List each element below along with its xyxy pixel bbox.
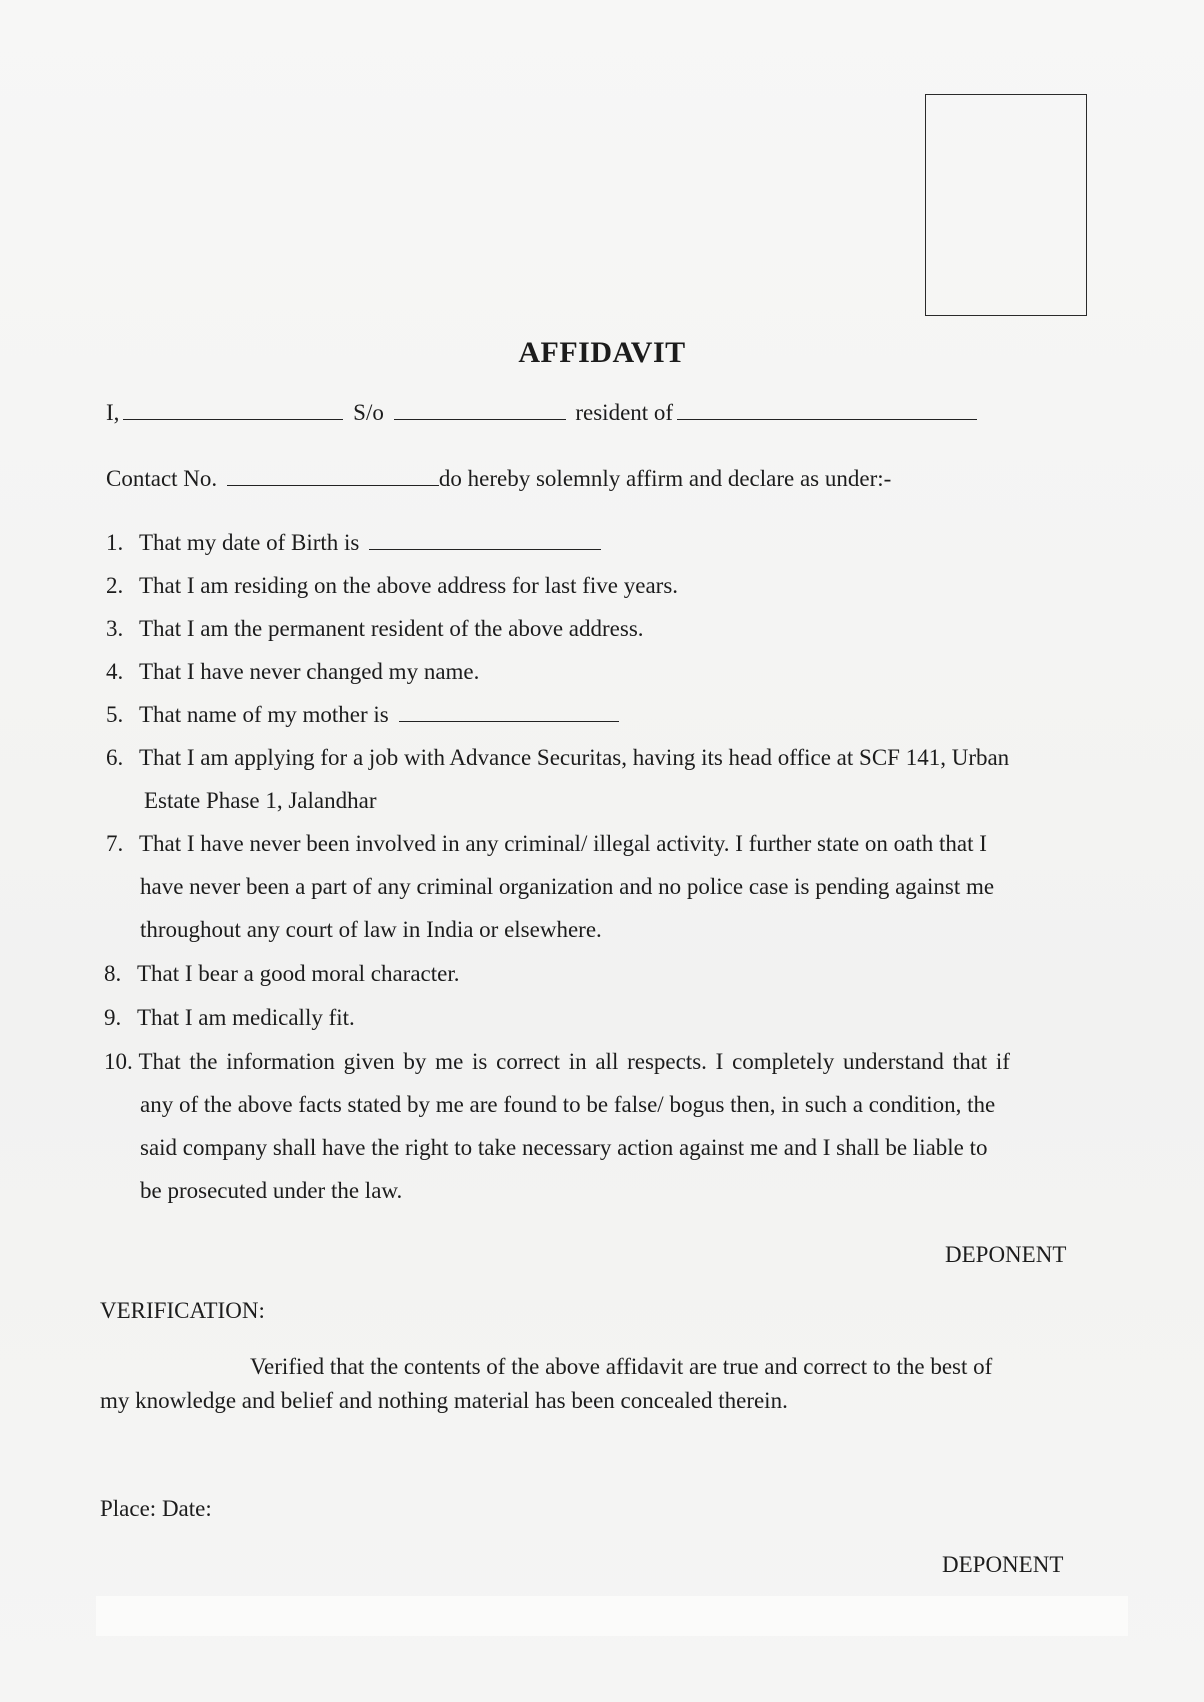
item-number: 4.: [106, 659, 124, 684]
item-number: 6.: [106, 745, 124, 770]
item-text: That the information given by me is correct in all respects. I completely understand that if: [138, 1049, 1010, 1074]
verification-heading: VERIFICATION:: [100, 1298, 265, 1323]
item-text: That I am medically fit.: [137, 1005, 355, 1030]
page-bottom-strip: [96, 1596, 1128, 1636]
list-item: [104, 1005, 355, 1031]
list-item-continuation: Estate Phase 1, Jalandhar: [144, 788, 377, 813]
list-item: [106, 573, 678, 599]
intro-i-label: I,: [106, 400, 120, 425]
verification-text-line-2: my knowledge and belief and nothing material has been concealed therein.: [100, 1388, 788, 1413]
item-text: That my date of Birth is: [139, 530, 360, 555]
item-text: That I am residing on the above address for last five years.: [139, 573, 679, 598]
list-item-continuation: be prosecuted under the law.: [140, 1178, 403, 1203]
contact-blank[interactable]: [227, 484, 439, 486]
item-number: 1.: [106, 530, 124, 555]
item-number: 8.: [104, 961, 122, 986]
list-item-continuation: throughout any court of law in India or elsewhere.: [140, 917, 602, 942]
address-blank[interactable]: [677, 418, 977, 420]
place-date-label: Place: Date:: [100, 1496, 212, 1521]
list-item: [106, 745, 1009, 771]
deponent-signature-label-2: DEPONENT: [942, 1552, 1064, 1577]
list-item: [104, 1049, 1010, 1075]
item-number: 3.: [106, 616, 124, 641]
item-number: 9.: [104, 1005, 122, 1030]
item-number: 7.: [106, 831, 124, 856]
item-text: That name of my mother is: [139, 702, 389, 727]
mother-name-blank[interactable]: [399, 720, 619, 722]
deponent-signature-label-1: DEPONENT: [945, 1242, 1067, 1267]
contact-label: Contact No.: [106, 466, 218, 491]
intro-line-1: [106, 400, 981, 426]
item-text: That I have never changed my name.: [139, 659, 480, 684]
list-item-continuation: have never been a part of any criminal organization and no police case is pending against me: [140, 874, 995, 899]
dob-blank[interactable]: [369, 548, 601, 550]
list-item-continuation: any of the above facts stated by me are found to be false/ bogus then, in such a condition, the: [140, 1092, 996, 1117]
list-item-continuation: said company shall have the right to take necessary action against me and I shall be liable to: [140, 1135, 988, 1160]
item-text: That I have never been involved in any criminal/ illegal activity. I further state on oath that I: [139, 831, 987, 856]
intro-son-of-label: S/o: [353, 400, 384, 425]
item-number: 5.: [106, 702, 124, 727]
intro-line-2: [106, 466, 891, 492]
item-text: That I bear a good moral character.: [137, 961, 460, 986]
list-item: [106, 616, 644, 642]
intro-resident-label: resident of: [575, 400, 674, 425]
document-title: AFFIDAVIT: [518, 336, 686, 369]
photo-placeholder-box: [925, 94, 1087, 316]
list-item: [106, 831, 987, 857]
name-blank[interactable]: [123, 418, 343, 420]
item-number: 10.: [104, 1049, 133, 1074]
list-item: [106, 659, 479, 685]
father-name-blank[interactable]: [394, 418, 566, 420]
list-item: [106, 530, 605, 556]
declaration-text: do hereby solemnly affirm and declare as under:-: [438, 466, 892, 491]
item-text: That I am applying for a job with Advance Securitas, having its head office at SCF 141, Urban: [139, 745, 1010, 770]
item-number: 2.: [106, 573, 124, 598]
verification-text-line-1: Verified that the contents of the above affidavit are true and correct to the best of: [250, 1354, 993, 1379]
list-item: [106, 702, 623, 728]
list-item: [104, 961, 459, 987]
item-text: That I am the permanent resident of the above address.: [139, 616, 644, 641]
